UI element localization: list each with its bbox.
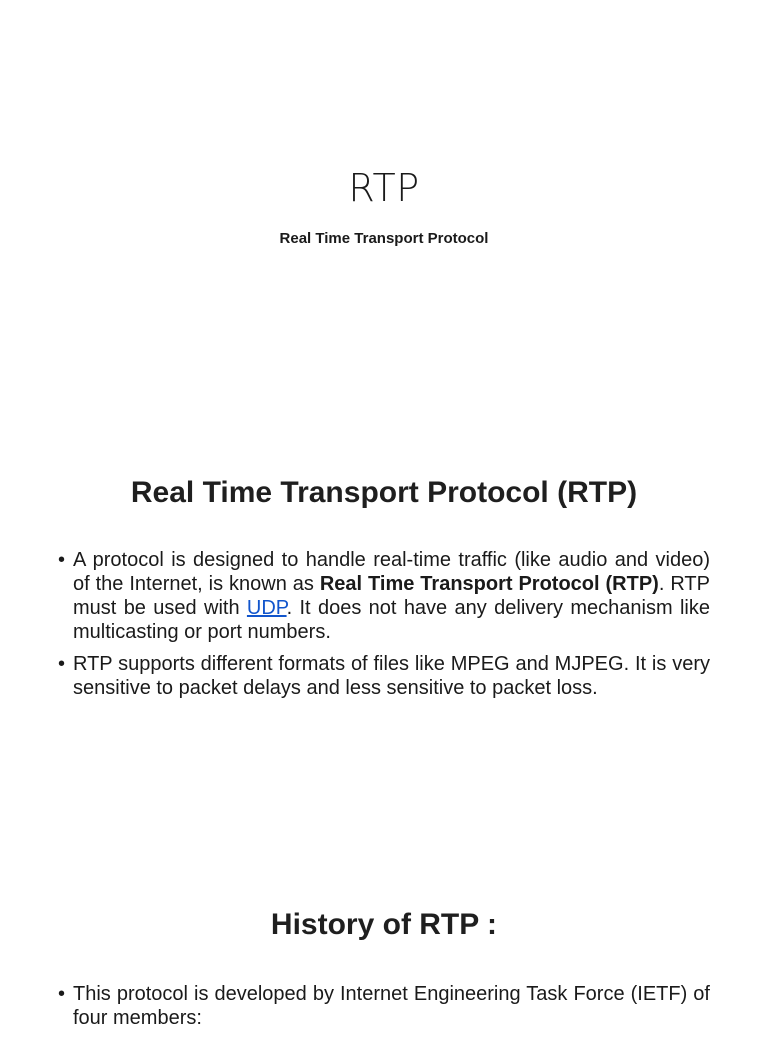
bullet-text: This protocol is developed by Internet Engineering Task Force (IETF) of four members: xyxy=(73,983,710,1029)
bullet-item-1 xyxy=(58,548,710,644)
bullet-text-part-a: A protocol is designed to handle real-time traffic (like audio and video) of the Internet, is known as xyxy=(73,549,710,595)
bullet-text: RTP supports different formats of files like MPEG and MJPEG. It is very sensitive to packet delays and less sensitive to packet loss. xyxy=(73,653,710,699)
title-slide xyxy=(0,0,768,420)
bullet-list xyxy=(58,982,710,1038)
bullet-bold-term: Real Time Transport Protocol (RTP) xyxy=(319,573,659,595)
bullet-list xyxy=(58,548,710,708)
slide-subtitle: Real Time Transport Protocol xyxy=(279,230,489,247)
slide-heading: History of RTP : xyxy=(270,908,498,941)
rtp-history-slide xyxy=(0,840,768,1029)
rtp-overview-slide xyxy=(0,420,768,840)
slide-title: RTP xyxy=(348,166,420,210)
bullet-text-part-c: . It does not have any delivery mechanism like multicasting or port numbers. xyxy=(73,597,711,643)
bullet-icon: • xyxy=(58,983,66,1005)
bullet-icon: • xyxy=(58,549,66,571)
bullet-item-2 xyxy=(58,652,710,700)
bullet-text-part-b: . RTP must be used with xyxy=(73,573,710,619)
udp-link[interactable]: UDP xyxy=(246,597,287,619)
bullet-item-1 xyxy=(58,982,710,1030)
slide-heading: Real Time Transport Protocol (RTP) xyxy=(130,476,638,509)
bullet-icon: • xyxy=(58,653,66,675)
